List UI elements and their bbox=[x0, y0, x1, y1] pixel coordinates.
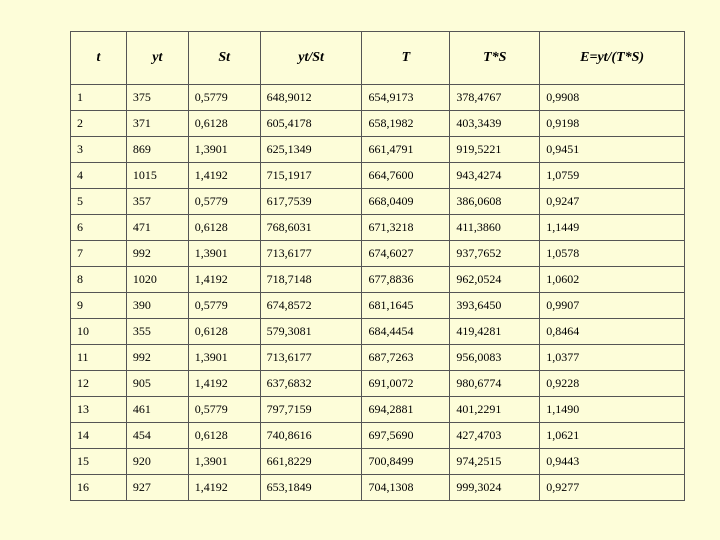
cell-trend-times-s: 411,3860 bbox=[450, 215, 540, 241]
cell-trend-times-s: 980,6774 bbox=[450, 371, 540, 397]
cell-yt-over-st: 637,6832 bbox=[260, 371, 362, 397]
cell-yt: 927 bbox=[126, 475, 188, 501]
table-row bbox=[71, 189, 685, 215]
cell-trend: 704,1308 bbox=[362, 475, 450, 501]
cell-st: 0,5779 bbox=[188, 397, 260, 423]
cell-t: 12 bbox=[71, 371, 127, 397]
cell-trend: 654,9173 bbox=[362, 85, 450, 111]
cell-st: 1,3901 bbox=[188, 449, 260, 475]
cell-error: 1,0377 bbox=[540, 345, 685, 371]
cell-st: 1,4192 bbox=[188, 475, 260, 501]
cell-yt-over-st: 625,1349 bbox=[260, 137, 362, 163]
cell-error: 0,9247 bbox=[540, 189, 685, 215]
cell-yt-over-st: 661,8229 bbox=[260, 449, 362, 475]
cell-trend: 697,5690 bbox=[362, 423, 450, 449]
table-row bbox=[71, 85, 685, 111]
cell-st: 0,6128 bbox=[188, 423, 260, 449]
cell-trend-times-s: 919,5221 bbox=[450, 137, 540, 163]
cell-trend-times-s: 378,4767 bbox=[450, 85, 540, 111]
cell-st: 1,4192 bbox=[188, 371, 260, 397]
cell-st: 0,5779 bbox=[188, 85, 260, 111]
cell-yt: 390 bbox=[126, 293, 188, 319]
cell-st: 0,6128 bbox=[188, 215, 260, 241]
table-row bbox=[71, 267, 685, 293]
cell-st: 0,5779 bbox=[188, 293, 260, 319]
cell-trend: 668,0409 bbox=[362, 189, 450, 215]
header-yt-over-st: yt/St bbox=[260, 32, 362, 85]
cell-trend: 694,2881 bbox=[362, 397, 450, 423]
cell-t: 16 bbox=[71, 475, 127, 501]
table-row bbox=[71, 241, 685, 267]
cell-error: 0,9451 bbox=[540, 137, 685, 163]
cell-t: 13 bbox=[71, 397, 127, 423]
cell-trend-times-s: 403,3439 bbox=[450, 111, 540, 137]
cell-trend-times-s: 974,2515 bbox=[450, 449, 540, 475]
cell-trend: 684,4454 bbox=[362, 319, 450, 345]
cell-error: 0,9277 bbox=[540, 475, 685, 501]
cell-trend-times-s: 419,4281 bbox=[450, 319, 540, 345]
cell-yt-over-st: 617,7539 bbox=[260, 189, 362, 215]
cell-t: 8 bbox=[71, 267, 127, 293]
table-body bbox=[71, 85, 685, 501]
cell-error: 1,0621 bbox=[540, 423, 685, 449]
table-row bbox=[71, 345, 685, 371]
table-row bbox=[71, 423, 685, 449]
cell-t: 9 bbox=[71, 293, 127, 319]
cell-st: 1,3901 bbox=[188, 241, 260, 267]
cell-yt: 992 bbox=[126, 241, 188, 267]
table-row bbox=[71, 111, 685, 137]
cell-error: 0,9443 bbox=[540, 449, 685, 475]
cell-error: 0,9907 bbox=[540, 293, 685, 319]
cell-trend: 658,1982 bbox=[362, 111, 450, 137]
cell-yt: 355 bbox=[126, 319, 188, 345]
cell-trend: 691,0072 bbox=[362, 371, 450, 397]
header-error: E=yt/(T*S) bbox=[540, 32, 685, 85]
cell-error: 1,1449 bbox=[540, 215, 685, 241]
cell-yt: 371 bbox=[126, 111, 188, 137]
table-row bbox=[71, 449, 685, 475]
table-row bbox=[71, 319, 685, 345]
cell-trend-times-s: 943,4274 bbox=[450, 163, 540, 189]
table-row bbox=[71, 397, 685, 423]
cell-error: 0,8464 bbox=[540, 319, 685, 345]
cell-yt: 357 bbox=[126, 189, 188, 215]
cell-error: 1,1490 bbox=[540, 397, 685, 423]
cell-yt-over-st: 674,8572 bbox=[260, 293, 362, 319]
cell-yt-over-st: 715,1917 bbox=[260, 163, 362, 189]
cell-yt: 375 bbox=[126, 85, 188, 111]
cell-t: 11 bbox=[71, 345, 127, 371]
cell-error: 0,9908 bbox=[540, 85, 685, 111]
cell-yt-over-st: 718,7148 bbox=[260, 267, 362, 293]
cell-trend: 674,6027 bbox=[362, 241, 450, 267]
cell-yt-over-st: 713,6177 bbox=[260, 241, 362, 267]
cell-trend: 677,8836 bbox=[362, 267, 450, 293]
cell-trend-times-s: 427,4703 bbox=[450, 423, 540, 449]
cell-yt-over-st: 579,3081 bbox=[260, 319, 362, 345]
header-yt: yt bbox=[126, 32, 188, 85]
header-trend-times-s: T*S bbox=[450, 32, 540, 85]
cell-yt: 471 bbox=[126, 215, 188, 241]
cell-st: 1,3901 bbox=[188, 345, 260, 371]
cell-trend-times-s: 937,7652 bbox=[450, 241, 540, 267]
cell-yt-over-st: 740,8616 bbox=[260, 423, 362, 449]
cell-trend: 681,1645 bbox=[362, 293, 450, 319]
cell-yt-over-st: 797,7159 bbox=[260, 397, 362, 423]
cell-error: 0,9228 bbox=[540, 371, 685, 397]
cell-yt-over-st: 768,6031 bbox=[260, 215, 362, 241]
table-row bbox=[71, 137, 685, 163]
table-row bbox=[71, 475, 685, 501]
cell-t: 15 bbox=[71, 449, 127, 475]
cell-t: 5 bbox=[71, 189, 127, 215]
table-row bbox=[71, 215, 685, 241]
cell-yt: 1015 bbox=[126, 163, 188, 189]
seasonality-table bbox=[70, 31, 685, 501]
cell-yt: 920 bbox=[126, 449, 188, 475]
cell-error: 0,9198 bbox=[540, 111, 685, 137]
cell-trend: 700,8499 bbox=[362, 449, 450, 475]
cell-trend: 664,7600 bbox=[362, 163, 450, 189]
cell-yt: 992 bbox=[126, 345, 188, 371]
cell-yt: 461 bbox=[126, 397, 188, 423]
cell-st: 0,5779 bbox=[188, 189, 260, 215]
cell-st: 0,6128 bbox=[188, 111, 260, 137]
cell-yt: 1020 bbox=[126, 267, 188, 293]
cell-error: 1,0759 bbox=[540, 163, 685, 189]
cell-st: 1,4192 bbox=[188, 267, 260, 293]
table-row bbox=[71, 163, 685, 189]
cell-trend: 671,3218 bbox=[362, 215, 450, 241]
cell-trend-times-s: 956,0083 bbox=[450, 345, 540, 371]
cell-st: 1,3901 bbox=[188, 137, 260, 163]
cell-trend-times-s: 962,0524 bbox=[450, 267, 540, 293]
cell-yt-over-st: 648,9012 bbox=[260, 85, 362, 111]
cell-yt: 454 bbox=[126, 423, 188, 449]
cell-error: 1,0578 bbox=[540, 241, 685, 267]
cell-t: 14 bbox=[71, 423, 127, 449]
cell-yt-over-st: 653,1849 bbox=[260, 475, 362, 501]
cell-t: 7 bbox=[71, 241, 127, 267]
header-t: t bbox=[71, 32, 127, 85]
cell-error: 1,0602 bbox=[540, 267, 685, 293]
header-row bbox=[71, 32, 685, 85]
cell-trend: 687,7263 bbox=[362, 345, 450, 371]
header-st: St bbox=[188, 32, 260, 85]
cell-t: 10 bbox=[71, 319, 127, 345]
table-row bbox=[71, 371, 685, 397]
header-trend: T bbox=[362, 32, 450, 85]
cell-t: 2 bbox=[71, 111, 127, 137]
cell-t: 4 bbox=[71, 163, 127, 189]
cell-t: 3 bbox=[71, 137, 127, 163]
cell-t: 6 bbox=[71, 215, 127, 241]
cell-trend: 661,4791 bbox=[362, 137, 450, 163]
cell-st: 0,6128 bbox=[188, 319, 260, 345]
table-row bbox=[71, 293, 685, 319]
cell-trend-times-s: 386,0608 bbox=[450, 189, 540, 215]
cell-trend-times-s: 401,2291 bbox=[450, 397, 540, 423]
cell-trend-times-s: 999,3024 bbox=[450, 475, 540, 501]
cell-st: 1,4192 bbox=[188, 163, 260, 189]
cell-trend-times-s: 393,6450 bbox=[450, 293, 540, 319]
cell-t: 1 bbox=[71, 85, 127, 111]
cell-yt-over-st: 713,6177 bbox=[260, 345, 362, 371]
cell-yt: 905 bbox=[126, 371, 188, 397]
cell-yt: 869 bbox=[126, 137, 188, 163]
cell-yt-over-st: 605,4178 bbox=[260, 111, 362, 137]
